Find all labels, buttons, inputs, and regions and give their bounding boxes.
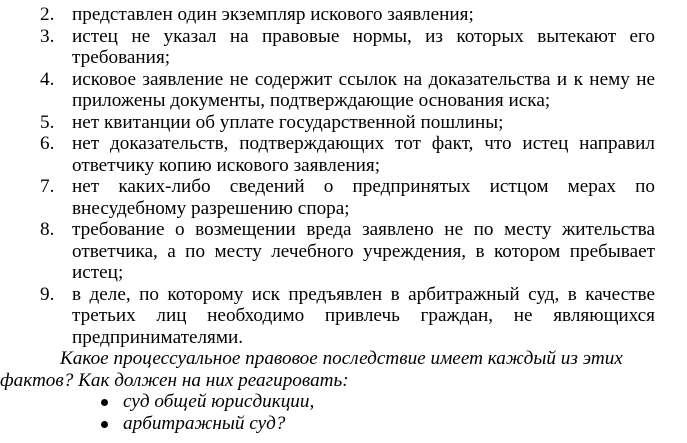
list-item-number: 8. bbox=[40, 219, 55, 240]
list-item-number: 6. bbox=[40, 133, 55, 154]
bullet-list bbox=[0, 391, 687, 434]
question-line-2: фактов? Как должен на них реагировать: bbox=[0, 369, 349, 391]
bullet-icon bbox=[101, 421, 108, 428]
list-item-text: требование о возмещении вреда заявлено не по месту жительства ответчика, а по месту лечебного учреждения, в котором пребывает истец; bbox=[72, 219, 655, 283]
list-item-number: 5. bbox=[40, 111, 55, 133]
list-item bbox=[0, 176, 687, 219]
list-item-text: нет каких-либо сведений о предпринятых истцом мерах по внесудебному разрешению спора; bbox=[72, 176, 655, 219]
list-item bbox=[0, 284, 687, 349]
list-item-number: 9. bbox=[40, 283, 55, 305]
list-item bbox=[0, 133, 687, 176]
list-item bbox=[0, 4, 687, 26]
bullet-text: суд общей юрисдикции, bbox=[123, 391, 315, 412]
bullet-icon bbox=[101, 399, 108, 406]
list-item-text: представлен один экземпляр искового заявления; bbox=[72, 4, 474, 25]
list-item-number: 3. bbox=[40, 25, 55, 47]
list-item bbox=[0, 26, 687, 69]
question-paragraph bbox=[0, 348, 687, 391]
list-item-number: 7. bbox=[40, 176, 55, 197]
list-item-text: нет доказательств, подтверждающих тот факт, что истец направил ответчику копию искового заявления; bbox=[72, 133, 655, 176]
bullet-item bbox=[0, 391, 687, 413]
document-page bbox=[0, 4, 687, 434]
list-item-text: в деле, по которому иск предъявлен в арбитражный суд, в качестве третьих лиц необходимо привлечь граждан, не являющихся предпринимателями. bbox=[72, 283, 655, 348]
list-item-number: 4. bbox=[40, 68, 55, 90]
list-item-text: истец не указал на правовые нормы, из которых вытекают его требования; bbox=[72, 25, 655, 68]
bullet-item bbox=[0, 413, 687, 435]
bullet-text: арбитражный суд? bbox=[123, 412, 286, 434]
list-item-number: 2. bbox=[40, 4, 55, 25]
list-item bbox=[0, 219, 687, 284]
list-item bbox=[0, 112, 687, 134]
list-item-text: нет квитанции об уплате государственной пошлины; bbox=[72, 111, 504, 133]
list-item-text: исковое заявление не содержит ссылок на доказательства и к нему не приложены документы, подтверждающие основания иска; bbox=[72, 68, 655, 111]
question-line-1: Какое процессуальное правовое последствие имеет каждый из этих bbox=[60, 348, 623, 369]
numbered-list bbox=[0, 4, 687, 348]
list-item bbox=[0, 69, 687, 112]
